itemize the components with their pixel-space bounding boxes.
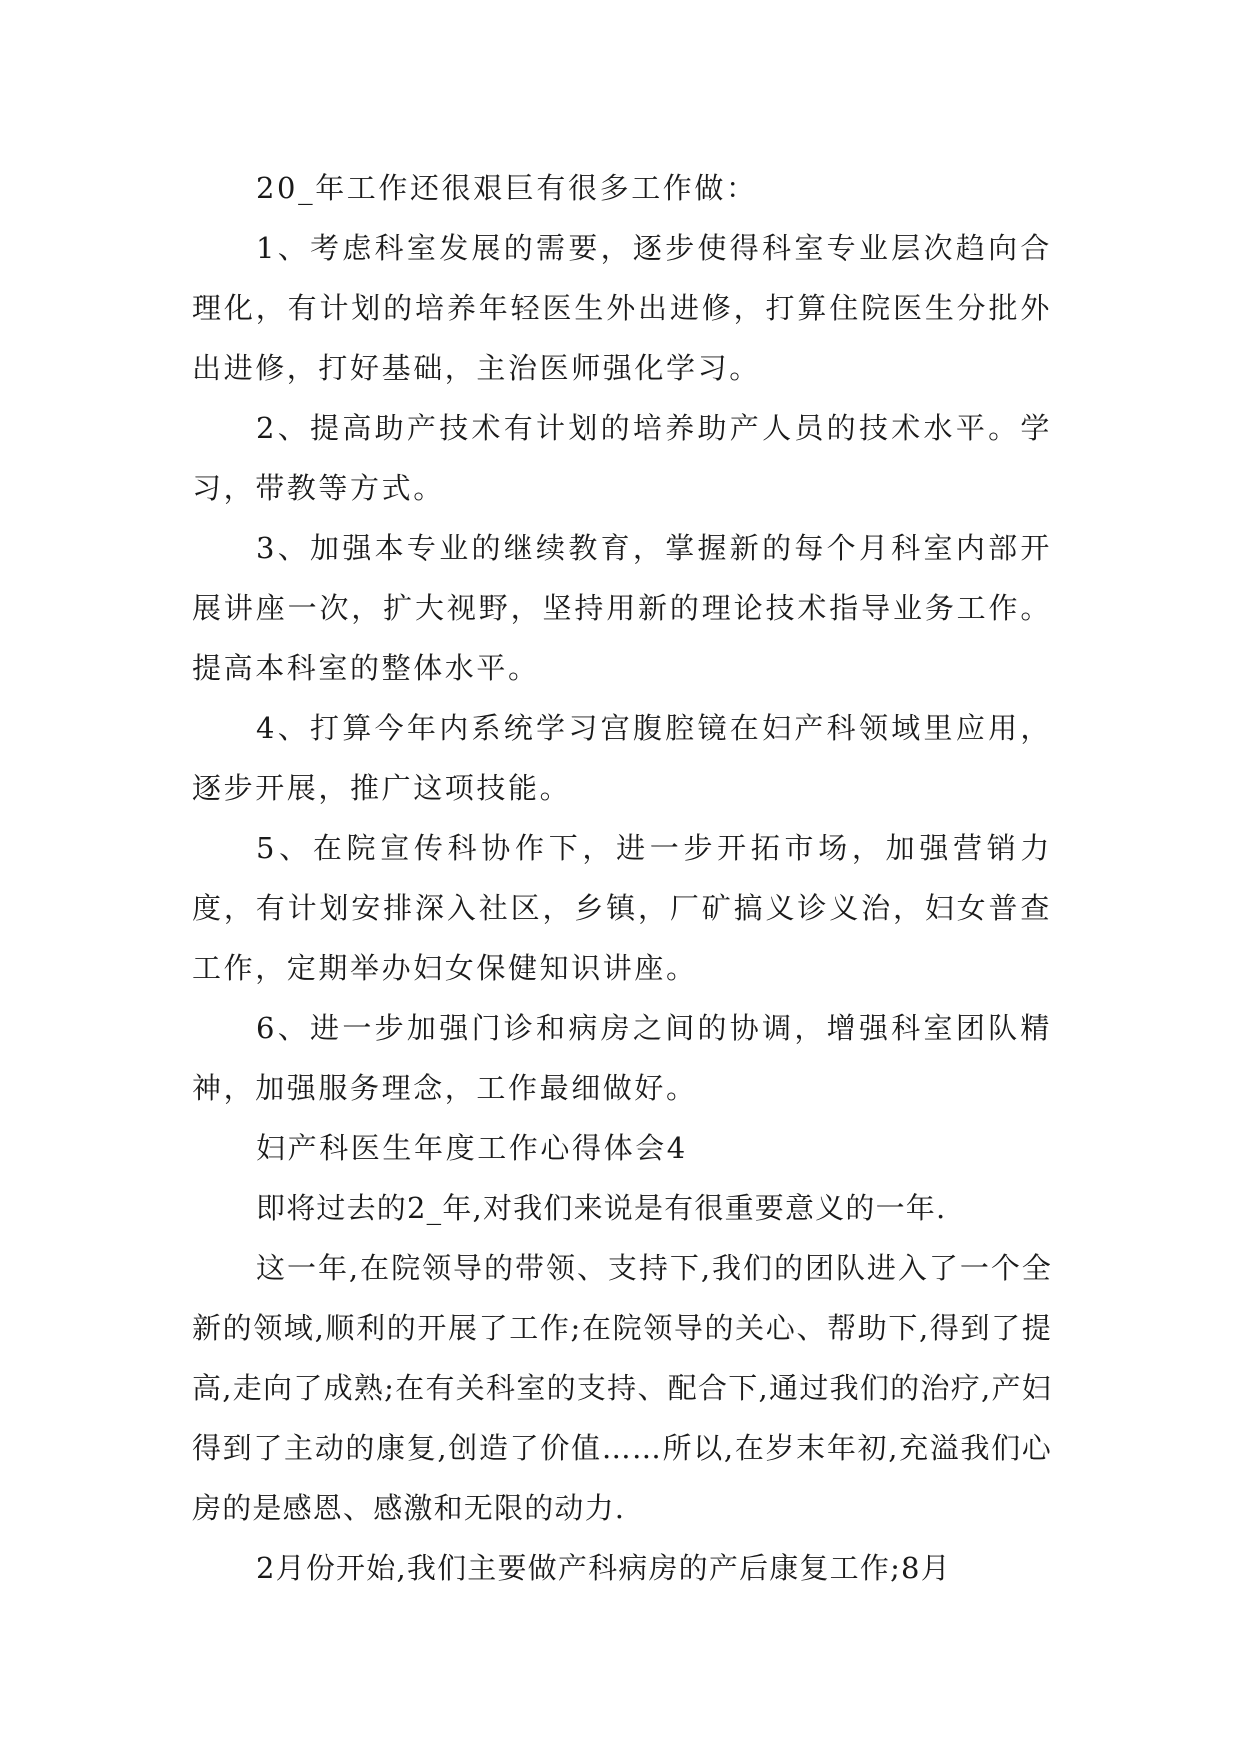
paragraph-year-review: 这一年,在院领导的带领、支持下,我们的团队进入了一个全新的领域,顺利的开展了工作;在院领导的关心、帮助下,得到了提高,走向了成熟;在有关科室的支持、配合下,通过我们的治疗,产妇得到了主动的康复,创造了价值……所以,在岁末年初,充溢我们心房的是感恩、感激和无限的动力. [192, 1251, 1052, 1525]
paragraph-intro: 20_年工作还很艰巨有很多工作做： [256, 171, 758, 205]
paragraph-item-5: 5、在院宣传科协作下，进一步开拓市场，加强营销力度，有计划安排深入社区，乡镇，厂矿搞义诊义治，妇女普查工作，定期举办妇女保健知识讲座。 [192, 831, 1052, 985]
paragraph-february: 2月份开始,我们主要做产科病房的产后康复工作;8月 [256, 1551, 951, 1585]
paragraph-item-4: 4、打算今年内系统学习宫腹腔镜在妇产科领域里应用，逐步开展，推广这项技能。 [192, 711, 1052, 805]
paragraph-item-6: 6、进一步加强门诊和病房之间的协调，增强科室团队精神，加强服务理念，工作最细做好。 [192, 1011, 1052, 1105]
document-body [192, 158, 1052, 1598]
paragraph-opening: 即将过去的2_年,对我们来说是有很重要意义的一年. [256, 1191, 947, 1225]
paragraph-item-1: 1、考虑科室发展的需要，逐步使得科室专业层次趋向合理化，有计划的培养年轻医生外出进修，打算住院医生分批外出进修，打好基础，主治医师强化学习。 [192, 231, 1052, 385]
section-heading: 妇产科医生年度工作心得体会4 [256, 1131, 688, 1165]
paragraph-item-3: 3、加强本专业的继续教育，掌握新的每个月科室内部开展讲座一次，扩大视野，坚持用新的理论技术指导业务工作。提高本科室的整体水平。 [192, 531, 1052, 685]
paragraph-item-2: 2、提高助产技术有计划的培养助产人员的技术水平。学习，带教等方式。 [192, 411, 1052, 505]
